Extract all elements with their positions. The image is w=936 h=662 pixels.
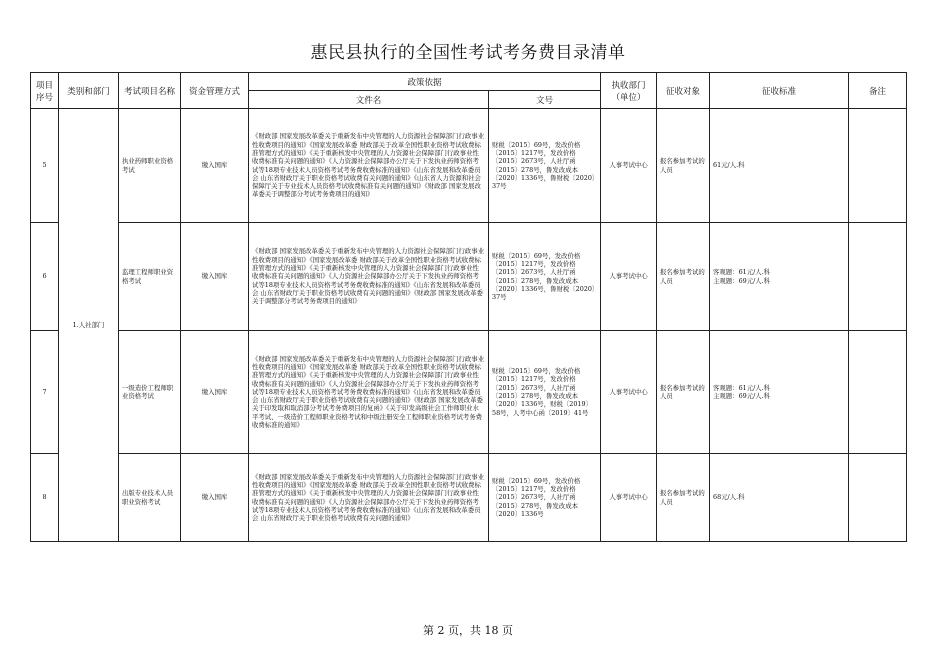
- row-seq: 8: [31, 454, 59, 542]
- row-remark: [849, 331, 907, 454]
- header-remark: 备注: [849, 73, 907, 109]
- row-remark: [849, 109, 907, 223]
- row-fund: 缴入国库: [181, 109, 249, 223]
- row-target: 报名参加考试的人员: [657, 109, 710, 223]
- row-fund: 缴入国库: [181, 223, 249, 331]
- row-docno: 财税〔2015〕69号，发改价格〔2015〕1217号，发改价格〔2015〕2673号，人社厅函〔2015〕278号，鲁发改成本〔2020〕1336号，鲁财税〔2020〕37号: [489, 109, 601, 223]
- row-target: 报名参加考试的人员: [657, 223, 710, 331]
- header-item: 考试项目名称: [119, 73, 181, 109]
- header-dept: 类别和部门: [59, 73, 119, 109]
- fee-catalog-table: [30, 72, 907, 542]
- row-fund: 缴入国库: [181, 454, 249, 542]
- header-docname: 文件名: [249, 91, 489, 109]
- row-standard: 68元/人.科: [710, 454, 849, 542]
- row-item: 监理工程师职业资格考试: [119, 223, 181, 331]
- row-item: 执业药师职业资格考试: [119, 109, 181, 223]
- page-footer: 第 2 页，共 18 页: [423, 624, 513, 637]
- row-standard: 客观题：61元/人.科 主观题：69元/人.科: [710, 331, 849, 454]
- row-docname: 《财政部 国家发展改革委关于重新发布中央管理的人力资源社会保障部门行政事业性收费项目的通知》《国家发展改革委 财政部关于改革全国性职业资格考试收费标准管理方式的通知》《关于重新核发中央管理的人力资源社会保障部门行政事业性收费标准有关问题的通知》《人力资源社会保障部办公厅关于下发执业药师资格考试等18项专业技术人员资格考试考务费收费标准的通知》《山东省发展和改革委员会 山东省财政厅关于职业资格考试收费有关问题的通知》《山东省人力资源和社会保障厅关于专业技术人员资格考试收费标准有关问题的通知》《财政部 国家发展改革委关于调整部分考试考务费项目的通知》: [249, 109, 489, 223]
- row-exec: 人事考试中心: [601, 454, 657, 542]
- row-seq: 5: [31, 109, 59, 223]
- header-target: 征收对象: [657, 73, 710, 109]
- row-seq: 7: [31, 331, 59, 454]
- table-row: [31, 223, 907, 331]
- row-docname: 《财政部 国家发展改革委关于重新发布中央管理的人力资源社会保障部门行政事业性收费项目的通知》《国家发展改革委 财政部关于改革全国性职业资格考试收费标准管理方式的通知》《关于重新核发中央管理的人力资源社会保障部门行政事业性收费标准有关问题的通知》《人力资源社会保障部办公厅关于下发执业药师资格考试等18项专业技术人员资格考试考务费收费标准的通知》《山东省发展和改革委员会 山东省财政厅关于职业资格考试收费有关问题的通知》: [249, 454, 489, 542]
- row-remark: [849, 223, 907, 331]
- row-item: 一级造价工程师职业资格考试: [119, 331, 181, 454]
- row-target: 报名参加考试的人员: [657, 331, 710, 454]
- header-docno: 文号: [489, 91, 601, 109]
- header-seq: 项目序号: [31, 73, 59, 109]
- table-row: [31, 109, 907, 223]
- row-exec: 人事考试中心: [601, 109, 657, 223]
- table-row: [31, 331, 907, 454]
- table-row: [31, 454, 907, 542]
- row-remark: [849, 454, 907, 542]
- page-title: 惠民县执行的全国性考试考务费目录清单: [310, 43, 626, 63]
- dept-cell: 1.人社部门: [59, 109, 119, 542]
- row-exec: 人事考试中心: [601, 331, 657, 454]
- row-seq: 6: [31, 223, 59, 331]
- row-exec: 人事考试中心: [601, 223, 657, 331]
- row-target: 报名参加考试的人员: [657, 454, 710, 542]
- row-docname: 《财政部 国家发展改革委关于重新发布中央管理的人力资源社会保障部门行政事业性收费项目的通知》《国家发展改革委 财政部关于改革全国性职业资格考试收费标准管理方式的通知》《关于重新核发中央管理的人力资源社会保障部门行政事业性收费标准有关问题的通知》《人力资源社会保障部办公厅关于下发执业药师资格考试等18项专业技术人员资格考试考务费收费标准的通知》《山东省发展和改革委员会 山东省财政厅关于职业资格考试收费有关问题的通知》《财政部 国家发展改革委关于印发取和取消部分考试考务费项目的复函》《关于印发高级社会工作师职业水平考试、一级造价工程师职业资格考试和中级注册安全工程师职业资格考试考务费收费标准的通知》: [249, 331, 489, 454]
- row-docno: 财税〔2015〕69号，发改价格〔2015〕1217号，发改价格〔2015〕2673号，人社厅函〔2015〕278号，鲁发改成本〔2020〕1336号，鲁财税〔2020〕37号: [489, 223, 601, 331]
- header-policy: 政策依据: [249, 73, 601, 91]
- row-fund: 缴入国库: [181, 331, 249, 454]
- row-standard: 客观题：61元/人.科 主观题：69元/人.科: [710, 223, 849, 331]
- header-exec: 执收部门（单位）: [601, 73, 657, 109]
- header-standard: 征收标准: [710, 73, 849, 109]
- row-docno: 财税〔2015〕69号，发改价格〔2015〕1217号，发改价格〔2015〕2673号，人社厅函〔2015〕278号，鲁发改成本〔2020〕1336号: [489, 454, 601, 542]
- header-fund: 资金管理方式: [181, 73, 249, 109]
- row-item: 出版专业技术人员职业资格考试: [119, 454, 181, 542]
- row-docname: 《财政部 国家发展改革委关于重新发布中央管理的人力资源社会保障部门行政事业性收费项目的通知》《国家发展改革委 财政部关于改革全国性职业资格考试收费标准管理方式的通知》《关于重新核发中央管理的人力资源社会保障部门行政事业性收费标准有关问题的通知》《人力资源社会保障部办公厅关于下发执业药师资格考试等18项专业技术人员资格考试考务费收费标准的通知》《山东省发展和改革委员会 山东省财政厅关于职业资格考试收费有关问题的通知》《财政部 国家发展改革委关于调整部分考试考务费项目的通知》: [249, 223, 489, 331]
- row-standard: 61元/人.科: [710, 109, 849, 223]
- row-docno: 财税〔2015〕69号，发改价格〔2015〕1217号，发改价格〔2015〕2673号，人社厅函〔2015〕278号，鲁发改成本〔2020〕1336号，财税〔2019〕58号，人考中心函〔2019〕41号: [489, 331, 601, 454]
